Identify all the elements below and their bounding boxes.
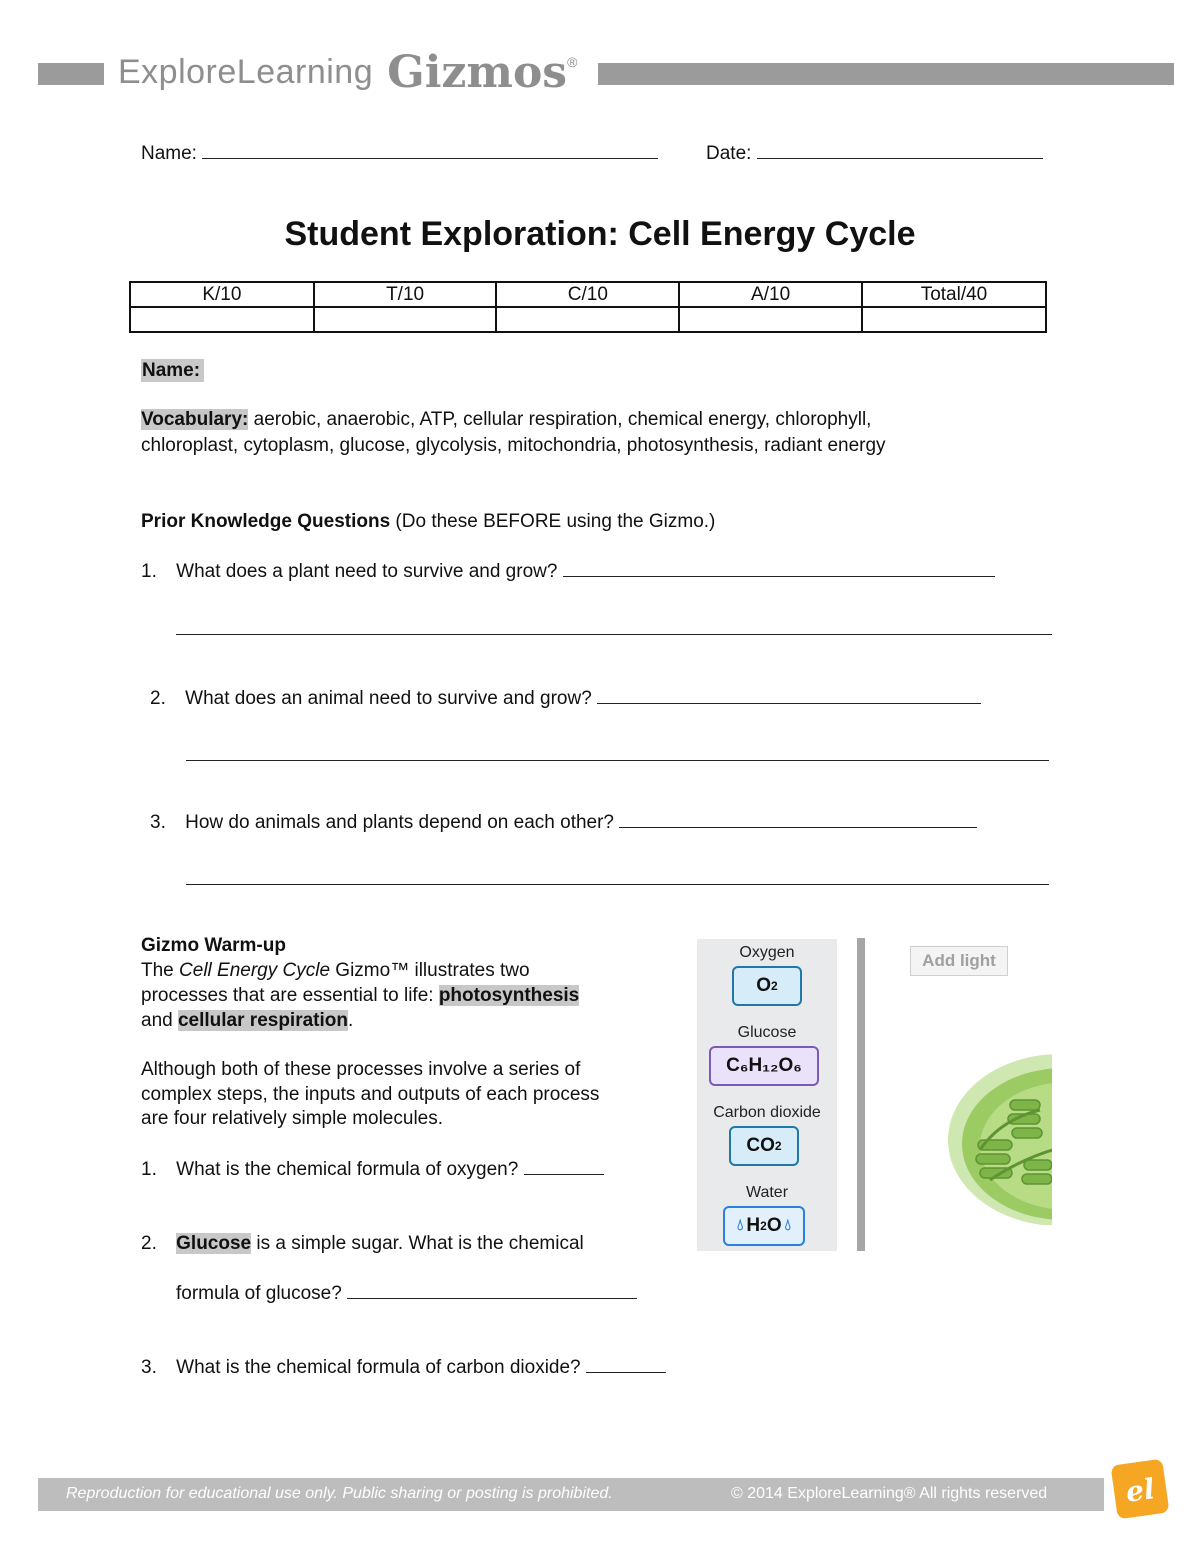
prior-knowledge-heading-row	[141, 511, 715, 533]
warmup-p1-line3	[141, 1010, 353, 1032]
warmup-question-2-number: 2.	[141, 1233, 157, 1254]
warmup-question-3-text: What is the chemical formula of carbon dioxide?	[176, 1357, 581, 1378]
grade-score-a[interactable]	[679, 307, 862, 332]
name-label: Name:	[141, 143, 197, 164]
glucose-formula: C₆H₁₂O₆	[726, 1055, 802, 1076]
water-subscript: 2	[760, 1219, 767, 1233]
pk-answer-3b[interactable]	[186, 884, 1049, 885]
term-glucose: Glucose	[176, 1233, 252, 1254]
term-cellular-respiration: cellular respiration	[177, 1010, 348, 1031]
warmup-text: and	[141, 1010, 178, 1031]
warmup-question-3	[141, 1357, 666, 1379]
warmup-text: The	[141, 960, 180, 981]
pk-question-1-number: 1.	[141, 561, 157, 582]
pk-answer-1a[interactable]	[563, 575, 995, 577]
warmup-question-2	[141, 1233, 584, 1255]
brand-explore: Explore	[118, 52, 237, 91]
pk-question-2-text: What does an animal need to survive and grow?	[185, 688, 592, 709]
vocabulary-line-2	[141, 435, 886, 457]
water-formula: H	[746, 1215, 761, 1236]
header-bar-left	[38, 63, 104, 85]
pk-question-2	[150, 688, 981, 710]
water-drop-icon: 💧︎	[736, 1217, 744, 1234]
grade-header-total: Total/40	[862, 282, 1046, 307]
chloroplast-image	[940, 1040, 1052, 1225]
date-blank[interactable]	[757, 157, 1043, 159]
header-bar-right	[598, 63, 1174, 85]
warmup-p1-line2	[141, 985, 579, 1007]
warmup-text: processes that are essential to life:	[141, 985, 439, 1006]
molecule-label-carbon-dioxide: Carbon dioxide	[713, 1104, 821, 1121]
molecule-label-water: Water	[745, 1184, 789, 1201]
warmup-answer-1[interactable]	[524, 1173, 604, 1175]
brand-learning: Learning	[236, 52, 374, 91]
pk-answer-2b[interactable]	[186, 760, 1049, 761]
explorelearning-logo-icon	[1108, 1456, 1172, 1522]
warmup-text: .	[348, 1010, 354, 1031]
brand-registered-mark: ®	[567, 54, 578, 70]
grade-header-row	[130, 282, 1046, 307]
date-label: Date:	[706, 143, 752, 164]
warmup-answer-3[interactable]	[586, 1371, 666, 1373]
footer-disclaimer: Reproduction for educational use only. Public sharing or posting is prohibited.	[66, 1485, 613, 1502]
grade-table	[129, 281, 1047, 333]
term-photosynthesis: photosynthesis	[438, 985, 580, 1006]
grade-header-c: C/10	[496, 282, 679, 307]
molecule-label-glucose: Glucose	[737, 1024, 797, 1041]
prior-knowledge-subheading: (Do these BEFORE using the Gizmo.)	[390, 511, 716, 532]
name-blank[interactable]	[202, 157, 658, 159]
vocabulary-terms-1: aerobic, anaerobic, ATP, cellular respiration, chemical energy, chlorophyll,	[248, 409, 872, 430]
molecule-water[interactable]	[723, 1206, 805, 1246]
warmup-question-2-cont	[176, 1283, 637, 1305]
name-section-label: Name:	[141, 359, 204, 382]
warmup-question-1-number: 1.	[141, 1159, 157, 1180]
molecule-label-oxygen: Oxygen	[739, 944, 795, 961]
warmup-gizmo-name: Cell Energy Cycle	[179, 960, 331, 981]
gizmo-molecule-panel	[697, 939, 837, 1251]
co2-subscript: 2	[774, 1139, 782, 1153]
pk-question-2-number: 2.	[150, 688, 166, 709]
page-title: Student Exploration: Cell Energy Cycle	[284, 215, 916, 253]
molecule-carbon-dioxide[interactable]	[729, 1126, 799, 1166]
brand-gizmos: Gizmos	[387, 46, 568, 98]
pk-answer-2a[interactable]	[597, 702, 981, 704]
pk-question-3	[150, 812, 977, 834]
warmup-p2-line2: complex steps, the inputs and outputs of each process	[141, 1084, 600, 1105]
grade-score-total[interactable]	[862, 307, 1046, 332]
grade-header-t: T/10	[314, 282, 497, 307]
oxygen-subscript: 2	[771, 979, 778, 993]
warmup-heading: Gizmo Warm-up	[141, 935, 286, 956]
warmup-question-1-text: What is the chemical formula of oxygen?	[176, 1159, 519, 1180]
grade-score-k[interactable]	[130, 307, 314, 332]
oxygen-formula: O	[756, 975, 772, 996]
name-section	[141, 360, 204, 382]
warmup-p2-line1: Although both of these processes involve a series of	[141, 1059, 581, 1080]
co2-formula: CO	[746, 1135, 775, 1156]
pk-question-1	[141, 561, 995, 583]
pk-question-3-text: How do animals and plants depend on each other?	[185, 812, 614, 833]
vocabulary-label: Vocabulary:	[141, 409, 249, 430]
molecule-oxygen[interactable]	[732, 966, 802, 1006]
grade-header-k: K/10	[130, 282, 314, 307]
gizmo-panel-divider	[857, 938, 865, 1251]
warmup-question-2-text: is a simple sugar. What is the chemical	[251, 1233, 584, 1254]
warmup-p2-line3: are four relatively simple molecules.	[141, 1108, 444, 1129]
pk-answer-1b[interactable]	[176, 634, 1052, 635]
prior-knowledge-heading: Prior Knowledge Questions	[141, 511, 391, 532]
warmup-p1-line1	[141, 960, 530, 982]
water-formula-end: O	[766, 1215, 782, 1236]
vocabulary-terms-2: chloroplast, cytoplasm, glucose, glycolysis, mitochondria, photosynthesis, radiant energy	[141, 435, 886, 456]
brand-logo	[118, 44, 577, 100]
pk-answer-3a[interactable]	[619, 826, 977, 828]
footer-copyright: © 2014 ExploreLearning® All rights reserved	[731, 1485, 1048, 1502]
svg-text:el: el	[1123, 1472, 1157, 1509]
pk-question-1-text: What does a plant need to survive and grow?	[176, 561, 558, 582]
grade-header-a: A/10	[679, 282, 862, 307]
warmup-text: Gizmo™ illustrates two	[330, 960, 530, 981]
vocabulary-line-1	[141, 409, 871, 431]
date-field-row	[706, 143, 1043, 165]
water-drop-icon: 💧︎	[784, 1217, 791, 1234]
warmup-answer-2[interactable]	[347, 1297, 637, 1299]
grade-score-t[interactable]	[314, 307, 497, 332]
warmup-question-3-number: 3.	[141, 1357, 157, 1378]
add-light-button[interactable]: Add light	[910, 946, 1008, 976]
grade-score-row	[130, 307, 1046, 332]
pk-question-3-number: 3.	[150, 812, 166, 833]
name-field-row	[141, 143, 658, 165]
molecule-glucose[interactable]	[709, 1046, 819, 1086]
warmup-question-2-text-2: formula of glucose?	[176, 1283, 342, 1304]
warmup-question-1	[141, 1159, 604, 1181]
grade-score-c[interactable]	[496, 307, 679, 332]
